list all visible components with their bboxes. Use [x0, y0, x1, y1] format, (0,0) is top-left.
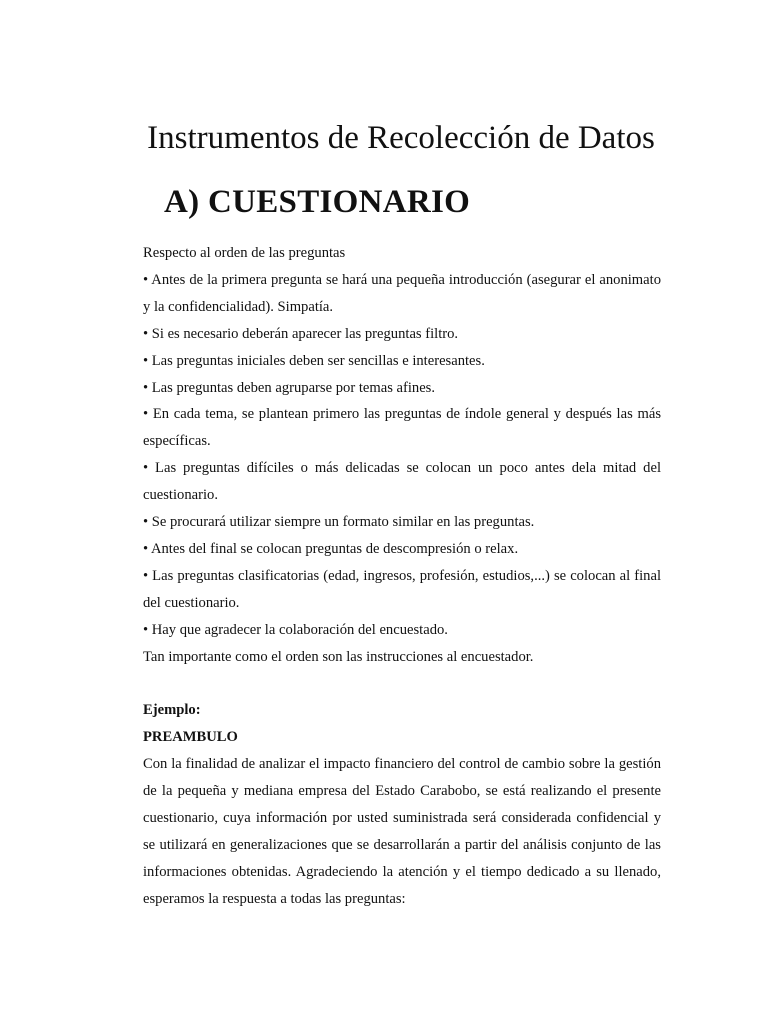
bullet-item: • Hay que agradecer la colaboración del encuestado. [143, 621, 448, 638]
bullet-item: • Las preguntas iniciales deben ser sencillas e interesantes. [143, 352, 485, 369]
example-heading: Ejemplo: [143, 702, 201, 719]
bullet-item: • Las preguntas difíciles o más delicadas se colocan un poco antes dela mitad del cuestionario. [143, 460, 661, 504]
blank-line [143, 671, 661, 698]
document-title: Instrumentos de Recolección de Datos [147, 120, 655, 156]
bullet-item: • Las preguntas clasificatorias (edad, ingresos, profesión, estudios,...) se colocan al final del cuestionario. [143, 567, 661, 611]
bullet-item: • Antes de la primera pregunta se hará una pequeña introducción (asegurar el anonimato y la confidencialidad). Simpatía. [143, 271, 661, 315]
bullet-item: • Si es necesario deberán aparecer las preguntas filtro. [143, 325, 459, 342]
document-body [143, 240, 661, 913]
bullet-item: • Se procurará utilizar siempre un formato similar en las preguntas. [143, 514, 535, 531]
bullet-item: • En cada tema, se plantean primero las preguntas de índole general y después las más específicas. [143, 406, 661, 450]
preamble-heading: PREAMBULO [143, 729, 238, 746]
bullet-item: • Antes del final se colocan preguntas de descompresión o relax. [143, 540, 519, 557]
intro-line: Respecto al orden de las preguntas [143, 245, 346, 261]
closing-line: Tan importante como el orden son las instrucciones al encuestador. [143, 648, 534, 665]
preamble-paragraph: Con la finalidad de analizar el impacto financiero del control de cambio sobre la gestión de la pequeña y mediana empresa del Estado Carabobo, se está realizando el presente cuestionario, cuya información por usted suministrada será considerada confidencial y se utilizará en generalizaciones que se desarrollarán a partir del análisis conjunto de las informaciones obtenidas. Agradeciendo la atención y el tiempo dedicado a su llenado, esperamos la respuesta a todas las preguntas: [143, 756, 661, 907]
bullet-item: • Las preguntas deben agruparse por temas afines. [143, 379, 436, 396]
section-title-cuestionario: A) CUESTIONARIO [164, 184, 471, 220]
